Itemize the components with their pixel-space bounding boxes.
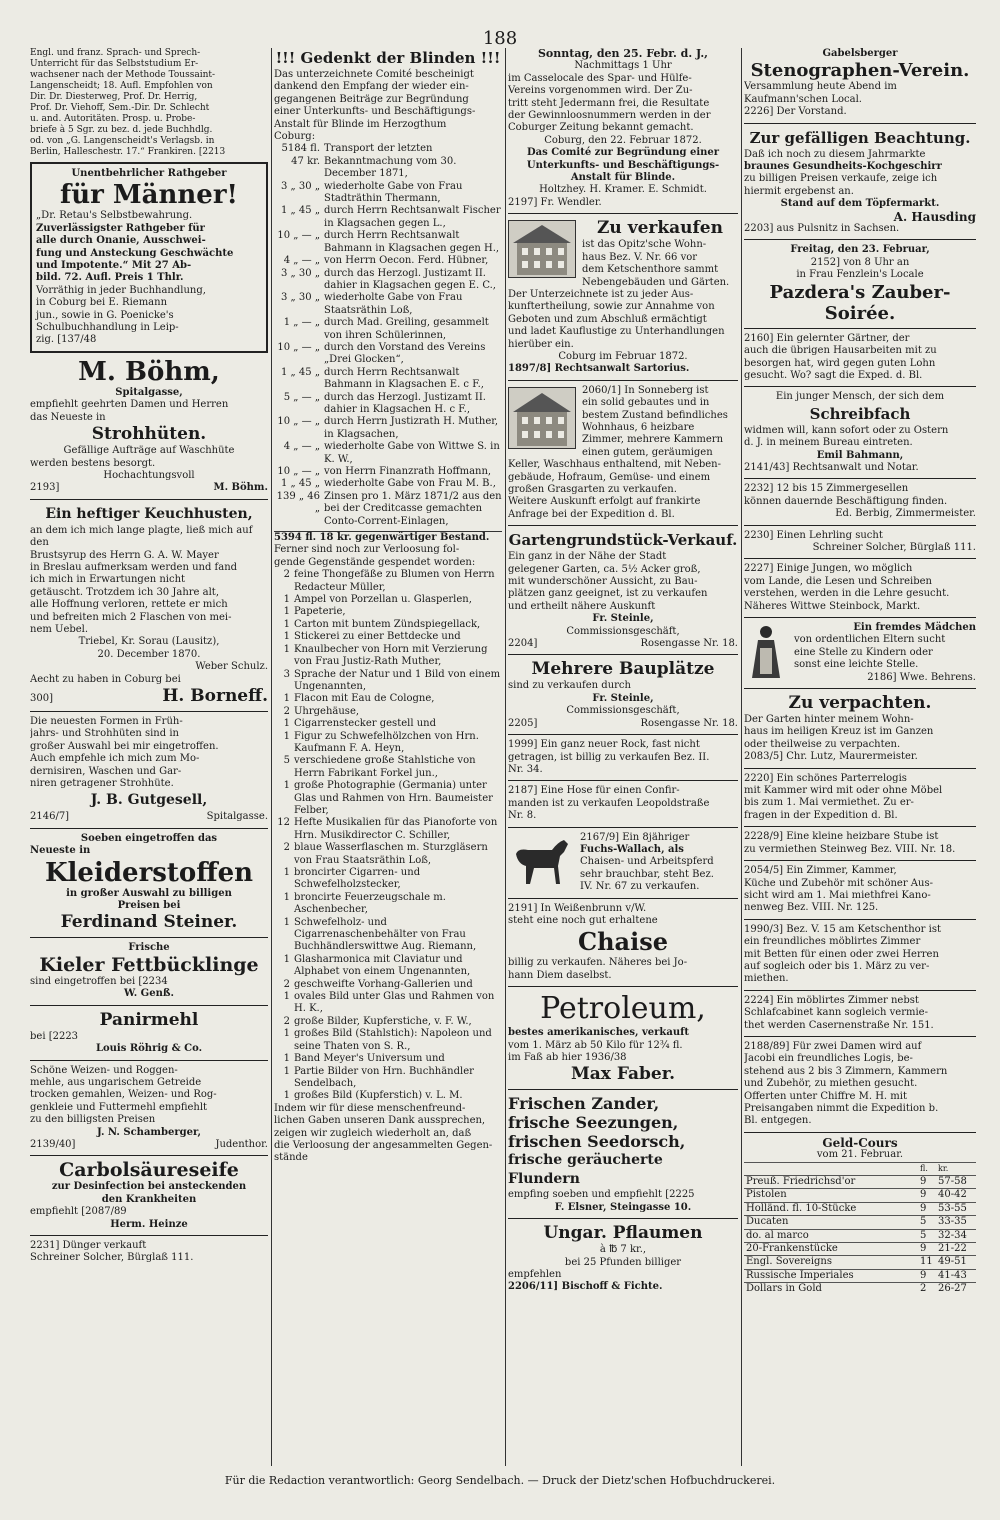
appeal-closing: Indem wir für diese menschenfreund- lichen Gaben unseren Dank aussprechen, zeigen wir zugleich wiederholt an, daß die Verloosung der angesammelten Gegen- stände	[274, 1102, 493, 1164]
gift-count: 1	[283, 1090, 290, 1102]
divider	[744, 525, 976, 526]
bedroom-ad: 2224] Ein möblirtes Zimmer nebst Schlafcabinet kann sogleich vermie- thet werden Casernenstraße Nr. 151.	[744, 994, 934, 1031]
gift-text: großes Bild (Stahlstich): Napoleon und seine Thaten von S. R.,	[294, 1028, 492, 1052]
donation-text: wiederholte Gabe von Frau Staatsräthin Loß,	[324, 292, 463, 316]
gift-text: Band Meyer's Universum und	[294, 1053, 445, 1065]
gift-count: 1	[283, 916, 290, 928]
gift-text: Figur zu Schwefelhölzchen von Hrn. Kaufmann F. A. Heyn,	[294, 730, 479, 754]
gift-entry	[274, 669, 502, 694]
currency-name: Dollars in Gold	[744, 1283, 918, 1296]
donation-text: Zinsen pro 1. März 1871/2 aus den bei der Creditcasse gemachten Conto-Corrent-Einlagen,	[324, 490, 502, 527]
exchange-rate-table: fl. kr. Preuß. Friedrichsd'or 9 57-58 Pistolen 9 40-42 Holländ. fl. 10-Stücke 9 53-55 Ducaten 5 33-35 do. al marco 5 32-34 20-Frankenstücke 9 21-22 Engl. Sovereigns 11 49-51 Russische Imperiales 9 41-43 Dollars in Gold 2 26-27	[744, 1162, 976, 1296]
divider	[508, 525, 738, 526]
donation-entry	[274, 292, 502, 317]
rate-kreuzer: 41-43	[936, 1269, 976, 1282]
donation-text: von Herrn Finanzrath Hoffmann,	[324, 466, 492, 477]
gift-entry	[274, 1090, 502, 1102]
gift-entry	[274, 606, 502, 618]
rate-kreuzer: 26-27	[936, 1283, 976, 1296]
gift-entry	[274, 619, 502, 631]
room-ad: 2228/9] Eine kleine heizbare Stube ist zu vermiethen Steinweg Bez. VIII. Nr. 18.	[744, 831, 956, 855]
gift-text: broncirter Cigarren- und Schwefelholzstecker,	[294, 867, 421, 891]
gift-text: Knaulbecher von Horn mit Verzierung von Frau Justiz-Rath Muther,	[294, 643, 488, 668]
donation-text: durch Herrn Rechtsanwalt Fischer in Klagsachen gegen L.,	[324, 205, 501, 229]
donation-amount: 10 „ — „	[277, 341, 320, 353]
rate-kreuzer: 40-42	[936, 1189, 976, 1202]
donation-amount: 4 „ — „	[283, 255, 320, 267]
boys-wanted-ad: 2227] Einige Jungen, wo möglich vom Lande, die Lesen und Schreiben verstehen, werden in die Lehre gesucht. Näheres Wittwe Steinbock, Markt.	[744, 563, 950, 612]
gift-count: 2	[283, 978, 290, 990]
donation-entry	[274, 317, 502, 342]
column-rule	[271, 48, 272, 1466]
genss-ad: Frische Kieler Fettbücklinge sind eingetroffen bei [2234 W. Genß.	[30, 942, 259, 1000]
footer-imprint: Für die Redaction verantwortlich: Georg Sendelbach. — Druck der Dietz'schen Hofbuchdruckerei.	[224, 1474, 776, 1487]
gift-text: geschweifte Vorhang-Gallerien und	[294, 978, 473, 990]
donation-amount: 1 „ 45 „	[281, 205, 320, 217]
donation-amount: 1 „ — „	[283, 317, 320, 329]
donation-sum: 5394 fl. 18 kr. gegenwärtiger Bestand.	[274, 531, 502, 544]
gift-text: große Bilder, Kupferstiche, v. F. W.,	[294, 1015, 472, 1027]
column-rule	[505, 48, 506, 1466]
donation-entry	[274, 416, 502, 441]
divider	[744, 617, 976, 618]
opitz-house-ad: Zu verkaufen ist das Opitz'sche Wohn- haus Bez. V. Nr. 66 vor dem Ketschenthore sammt Nebengebäuden und Gärten. Der Unterzeichnete ist zu jeder Aus- kunftertheilung, sowie zur Annahme von Geboten und zum Abschluß ermächtigt und ladet Kauflustige zu Unterhandlungen hierüber ein. Coburg im Februar 1872. 1897/8] Rechtsanwalt Sartorius.	[508, 218, 730, 375]
page-number: 188	[482, 28, 518, 49]
gift-text: Cigarrenstecker gestell und	[294, 718, 436, 730]
gift-entry	[274, 1016, 502, 1028]
gift-count: 1	[283, 594, 290, 606]
divider	[508, 654, 738, 655]
rate-kreuzer: 57-58	[936, 1176, 976, 1189]
divider	[508, 1089, 738, 1090]
gift-text: Partie Bilder von Hrn. Buchhändler Sendelbach,	[294, 1065, 474, 1089]
divider	[744, 386, 976, 387]
trousers-ad: 2187] Eine Hose für einen Confir- manden ist zu verkaufen Leopoldstraße Nr. 8.	[508, 785, 710, 822]
rate-florin: 9	[918, 1189, 936, 1202]
donation-text: wiederholte Gabe von Wittwe S. in K. W.,	[324, 441, 500, 465]
divider	[30, 499, 268, 500]
gift-text: broncirte Feuerzeugschale m. Aschenbecher,	[294, 891, 446, 916]
donation-entry	[274, 255, 502, 267]
gift-entry	[274, 867, 502, 892]
rate-florin: 5	[918, 1216, 936, 1229]
gift-entry	[274, 817, 502, 842]
gift-entry	[274, 731, 502, 756]
donation-entry	[274, 143, 502, 180]
gift-entry	[274, 718, 502, 730]
divider	[508, 1218, 738, 1219]
divider	[744, 239, 976, 240]
gift-entry	[274, 594, 502, 606]
rate-kreuzer: 32-34	[936, 1229, 976, 1242]
gift-count: 1	[283, 1028, 290, 1040]
gift-text: Flacon mit Eau de Cologne,	[294, 693, 435, 705]
divider	[744, 328, 976, 329]
lodging-wanted-ad: 2188/89] Für zwei Damen wird auf Jacobi ein freundliches Logis, be- stehend aus 2 bis 3 Zimmern, Kammern und Zubehör, zu miethen gesucht. Offerten unter Chiffre M. H. mit Preisangaben nimmt die Expedition b. Bl. entgegen.	[744, 1040, 948, 1127]
donation-text: wiederholte Gabe von Frau M. B.,	[324, 478, 496, 490]
gift-count: 1	[283, 1053, 290, 1065]
gift-text: Uhrgehäuse,	[294, 705, 360, 717]
divider	[744, 768, 976, 769]
maid-illustration	[744, 624, 788, 680]
clerk-wanted-ad: Ein junger Mensch, der sich dem Schreibfach widmen will, kann sofort oder zu Ostern d. J. in meinem Bureau eintreten. Emil Bahmann, 2141/43] Rechtsanwalt und Notar.	[744, 391, 949, 473]
rate-kreuzer: 33-35	[936, 1216, 976, 1229]
column-4	[744, 48, 976, 1466]
divider	[30, 711, 268, 712]
exchange-rate-row	[744, 1243, 976, 1256]
divider	[744, 688, 976, 689]
apartment-ad: 2054/5] Ein Zimmer, Kammer, Küche und Zubehör mit schöner Aus- sicht wird am 1. Mai miethfrei Kano- nenweg Bez. VIII. Nr. 125.	[744, 865, 933, 914]
cough-remedy-ad: Ein heftiger Keuchhusten, an dem ich mich lange plagte, ließ mich auf den Brustsyrup des Herrn G. A. W. Mayer in Breslau aufmerksam werden und fand ich mich in Erwartungen nicht getäuscht. Trotzdem ich 30 Jahre alt, alle Hoffnung verloren, rettete er mich und befreiten mich 2 Flaschen von mei- nem Uebel. Triebel, Kr. Sorau (Lausitz), 20. December 1870. Weber Schulz. Aecht zu haben in Coburg bei 300] H. Borneff.	[30, 505, 268, 706]
rate-florin: 9	[918, 1243, 936, 1256]
donation-amount: 3 „ 30 „	[281, 180, 320, 192]
coat-ad: 1999] Ein ganz neuer Rock, fast nicht getragen, ist billig zu verkaufen Bez. II. Nr. 34.	[508, 739, 710, 775]
donation-entry	[274, 367, 502, 392]
exchange-rate-row	[744, 1216, 976, 1229]
gift-text: blaue Wasserflaschen m. Sturzgläsern von Frau Staatsräthin Loß,	[294, 842, 488, 866]
donation-entry	[274, 466, 502, 478]
gift-count: 1	[283, 606, 290, 618]
gift-text: Ampel von Porzellan u. Glasperlen,	[294, 594, 472, 606]
donation-list	[274, 143, 502, 528]
garden-lease-ad: Zu verpachten. Der Garten hinter meinem Wohn- haus im heiligen Kreuz ist im Ganzen oder theilweise zu verpachten. 2083/5] Chr. Lutz, Maurermeister.	[744, 693, 934, 763]
donation-entry	[274, 478, 502, 490]
donation-text: durch Herrn Rechtsanwalt Bahmann in Klagsachen gegen H.,	[324, 230, 500, 254]
exchange-rate-row	[744, 1189, 976, 1202]
gift-entry	[274, 979, 502, 991]
gift-entry	[274, 706, 502, 718]
divider	[744, 990, 976, 991]
divider	[30, 1155, 268, 1156]
gift-count: 2	[283, 1015, 290, 1027]
donation-entry	[274, 491, 502, 528]
donation-text: durch Mad. Greiling, gesammelt von ihren Schülerinnen,	[324, 317, 489, 341]
gift-count: 2	[283, 705, 290, 717]
donation-amount: 139 „ 46 „	[276, 490, 320, 515]
divider	[30, 1235, 268, 1236]
divider	[744, 558, 976, 559]
donation-amount: 10 „ — „	[277, 230, 320, 242]
rate-kreuzer: 21-22	[936, 1243, 976, 1256]
donation-text: durch das Herzogl. Justizamt II. dahier in Klagsachen H. c F.,	[324, 391, 486, 415]
bohm-ad: M. Böhm, Spitalgasse, empfiehlt geehrten Damen und Herren das Neueste in Strohhüten. Gefällige Aufträge auf Waschhüte werden bestens besorgt. Hochachtungsvoll 2193] M. Böhm.	[30, 356, 268, 494]
gift-entry	[274, 755, 502, 780]
donation-entry	[274, 441, 502, 466]
gift-entry	[274, 892, 502, 917]
pottery-ad: Zur gefälligen Beachtung. Daß ich noch zu diesem Jahrmarkte braunes Gesundheits-Kochgeschirr zu billigen Preisen verkaufe, zeige ich hiermit ergebenst an. Stand auf dem Töpfermarkt. A. Hausding 2203] aus Pulsnitz in Sachsen.	[744, 128, 976, 235]
gift-count: 1	[283, 693, 290, 705]
schamberger-ad: Schöne Weizen- und Roggen- mehle, aus ungarischem Getreide trocken gemahlen, Weizen- und Rog- genkleie und Futtermehl empfiehlt zu den billigsten Preisen J. N. Schamberger, 2139/40] Judenthor.	[30, 1064, 268, 1150]
donation-amount: 5184 fl. 47 kr.	[281, 143, 320, 167]
ad-headline: für Männer!	[60, 180, 238, 211]
donation-amount: 10 „ — „	[277, 466, 320, 477]
divider	[744, 123, 976, 124]
exchange-rate-row	[744, 1256, 976, 1269]
divider	[30, 937, 268, 938]
gift-entry	[274, 991, 502, 1016]
gift-count: 1	[283, 991, 290, 1003]
donation-text: durch das Herzogl. Justizamt II. dahier in Klagsachen gegen E. C.,	[324, 267, 496, 291]
carpenters-wanted-ad: 2232] 12 bis 15 Zimmergesellen können dauernde Beschäftigung finden. Ed. Berbig, Zimmermeister.	[744, 483, 976, 520]
gift-text: feine Thongefäße zu Blumen von Herrn Redacteur Müller,	[294, 569, 495, 593]
donation-text: durch Herrn Rechtsanwalt Bahmann in Klagsachen E. c F.,	[324, 366, 484, 391]
divider	[30, 828, 268, 829]
gift-count: 1	[283, 1065, 290, 1077]
dunger-ad: 2231] Dünger verkauft Schreiner Solcher, Bürglaß 111.	[30, 1239, 194, 1264]
furnished-room-ad: 1990/3] Bez. V. 15 am Ketschenthor ist ein freundliches möblirtes Zimmer mit Betten für einen oder zwei Herren auf sogleich oder bis 1. März zu ver- miethen.	[744, 923, 941, 985]
currency-name: 20-Frankenstücke	[744, 1243, 918, 1256]
gift-entry	[274, 569, 502, 594]
gift-count: 1	[283, 718, 290, 730]
garden-plot-ad: Gartengrundstück-Verkauf. Ein ganz in der Nähe der Stadt gelegener Garten, ca. 5½ Acker groß, mit wunderschöner Aussicht, zu Bau- plätzen ganz geeignet, ist zu verkaufen und ertheilt nähere Auskunft Fr. Steinle, Commissionsgeschäft, 2204] Rosengasse Nr. 18.	[508, 531, 738, 650]
horse-illustration	[508, 834, 574, 888]
rate-florin: 5	[918, 1229, 936, 1242]
divider	[508, 898, 738, 899]
donation-entry	[274, 342, 502, 367]
rate-florin: 9	[918, 1269, 936, 1282]
panirmehl-ad: Panirmehl bei [2223 Louis Röhrig & Co.	[30, 1009, 203, 1055]
gift-count: 2	[283, 842, 290, 854]
gift-entry	[274, 693, 502, 705]
horse-ad: 2167/9] Ein 8jähriger Fuchs-Wallach, als Chaisen- und Arbeitspferd sehr brauchbar, steht Bez. IV. Nr. 67 zu verkaufen.	[508, 832, 738, 894]
carbol-soap-ad: Carbolsäureseife zur Desinfection bei ansteckenden den Krankheiten empfiehlt [2087/89 Herm. Heinze	[30, 1159, 247, 1230]
divider	[508, 780, 738, 781]
currency-name: do. al marco	[744, 1229, 918, 1242]
donation-amount: 1 „ 45 „	[281, 478, 320, 490]
blind-appeal-intro: Das unterzeichnete Comité bescheinigt dankend den Empfang der wieder ein- gegangenen Beiträge zur Begründung einer Unterkunfts- und Beschäftigungs- Anstalt für Blinde im Herzogthum Coburg:	[274, 69, 476, 143]
gift-count: 1	[283, 867, 290, 878]
plums-ad: Ungar. Pflaumen à ℔ 7 kr., bei 25 Pfunden billiger empfehlen 2206/11] Bischoff & Fichte.	[508, 1223, 703, 1293]
column-rule	[741, 48, 742, 1466]
gift-count: 1	[283, 953, 290, 965]
currency-name: Preuß. Friedrichsd'or	[744, 1176, 918, 1189]
divider	[508, 380, 738, 381]
exchange-rate-row	[744, 1269, 976, 1282]
column-2: !!! Gedenkt der Blinden !!! Das unterzeichnete Comité bescheinigt dankend den Empfang der wieder ein- gegangenen Beiträge zur Begründung einer Unterkunfts- und Beschäftigungs- Anstalt für Blinde im Herzogthum Coburg: 5184 fl. 47 kr. Transport der letzten Bekanntmachung vom 30. December 1871, 3 „ 30 „ wiederholte Gabe von Frau Stadträthin Thermann, 1 „ 45 „ durch Herrn Rechtsanwalt Fischer in Klagsachen gegen L., 10 „ — „ durch Herrn Rechtsanwalt Bahmann in Klagsachen gegen H., 4 „ — „ von Herrn Oecon. Ferd. Hübner, 3 „ 30 „ durch das Herzogl. Justizamt II. dahier in Klagsachen gegen E. C., 3 „ 30 „ wiederholte Gabe von Frau Staatsräthin Loß, 1 „ — „ durch Mad. Greiling, gesammelt von ihren Schülerinnen, 10 „ — „ durch den Vorstand des Vereins „Drei Glocken“, 1 „ 45 „ durch Herrn Rechtsanwalt Bahmann in Klagsachen E. c F., 5 „ — „ durch das Herzogl. Justizamt II. dahier in Klagsachen H. c F., 10 „ — „ durch Herrn Justizrath H. Muther, in Klagsachen, 4 „ — „ wiederholte Gabe von Wittwe S. in K. W., 10 „ — „ von Herrn Finanzrath Hoffmann, 1 „ 45 „ wiederholte Gabe von Frau M. B., 139 „ 46 „ Zinsen pro 1. März 1871/2 aus den bei der Creditcasse gemachten Conto-Corrent-Einlagen, 5394 fl. 18 kr. gegenwärtiger Bestand. Ferner sind noch zur Verloosung fol- gende Gegenstände gespendet worden: 2 feine Thongefäße zu Blumen von Herrn Redacteur Müller, 1 Ampel von Porzellan u. Glasperlen, 1 Papeterie, 1 Carton mit buntem Zündspiegellack, 1 Stickerei zu einer Bettdecke und 1 Knaulbecher von Horn mit Verzierung von Frau Justiz-Rath Muther, 3 Sprache der Natur und 1 Bild von einem Ungenannten, 1 Flacon mit Eau de Cologne, 2 Uhrgehäuse, 1 Cigarrenstecker gestell und 1 Figur zu Schwefelhölzchen von Hrn. Kaufmann F. A. Heyn, 5 verschiedene große Stahlstiche von Herrn Fabrikant Forkel jun., 1 große Photographie (Germania) unter Glas und Rahmen von Hrn. Baumeister Felber, 12 Hefte Musikalien für das Pianoforte von Hrn. Musikdirector C. Schiller, 2 blaue Wasserflaschen m. Sturzgläsern von Frau Staatsräthin Loß, 1 broncirter Cigarren- und Schwefelholzstecker, 1 broncirte Feuerzeugschale m. Aschenbecher, 1 Schwefelholz- und Cigarrenaschenbehälter von Frau Buchhändlerswittwe Aug. Riemann, 1 Glasharmonica mit Claviatur und Alphabet von einem Ungenannten, 2 geschweifte Vorhang-Gallerien und 1 ovales Bild unter Glas und Rahmen von H. K., 2 große Bilder, Kupferstiche, v. F. W., 1 großes Bild (Stahlstich): Napoleon und seine Thaten von S. R., 1 Band Meyer's Universum und 1 Partie Bilder von Hrn. Buchhändler Sendelbach, 1 großes Bild (Kupferstich) v. L. M. Indem wir für diese menschenfreund- lichen Gaben unseren Dank aussprechen, zeigen wir zugleich wiederholt an, daß die Verloosung der angesammelten Gegen- stände	[274, 49, 502, 1164]
divider	[508, 213, 738, 214]
donation-text: durch den Vorstand des Vereins „Drei Glocken“,	[324, 341, 486, 366]
gift-entry	[274, 917, 502, 954]
exchange-rate-row	[744, 1283, 976, 1296]
maid-seeking-ad: Ein fremdes Mädchen von ordentlichen Eltern sucht eine Stelle zu Kindern oder sonst eine leichte Stelle. 2186] Wwe. Behrens.	[744, 622, 976, 684]
gift-entry	[274, 1066, 502, 1091]
chaise-ad: 2191] In Weißenbrunn v/W. steht eine noch gut erhaltene Chaise billig zu verkaufen. Näheres bei Jo- hann Diem daselbst.	[508, 902, 688, 981]
donation-text: durch Herrn Justizrath H. Muther, in Klagsachen,	[324, 416, 499, 440]
donation-entry	[274, 181, 502, 206]
rate-florin: 9	[918, 1202, 936, 1215]
donation-text: Transport der letzten Bekanntmachung vom 30. December 1871,	[324, 143, 457, 180]
donation-entry	[274, 268, 502, 293]
divider	[30, 1060, 268, 1061]
divider	[744, 1036, 976, 1037]
gift-entry	[274, 1053, 502, 1065]
building-plots-ad: Mehrere Bauplätze sind zu verkaufen durch Fr. Steinle, Commissionsgeschäft, 2205] Rosengasse Nr. 18.	[508, 659, 738, 729]
advisor-for-men-ad: Unentbehrlicher Rathgeber für Männer! „Dr. Retau's Selbstbewahrung. Zuverlässigster Rathgeber für alle durch Onanie, Ausschwei- fung und Ansteckung Geschwächte und Impotente.“ Mit 27 Ab- bild. 72. Aufl. Preis 1 Thlr. Vorräthig in jeder Buchhandlung, in Coburg bei E. Riemann jun., sowie in G. Poenicke's Schulbuchhandlung in Leip- zig. [137/48	[30, 162, 268, 353]
blind-appeal-title: !!! Gedenkt der Blinden !!!	[275, 49, 501, 67]
currency-name: Holländ. fl. 10-Stücke	[744, 1202, 918, 1215]
divider	[508, 986, 738, 987]
exchange-rate-row	[744, 1176, 976, 1189]
house-illustration	[508, 387, 576, 449]
gift-count: 2	[283, 569, 290, 581]
gift-text: Schwefelholz- und Cigarrenaschenbehälter von Frau Buchhändlerswittwe Aug. Riemann,	[294, 916, 477, 953]
divider	[744, 478, 976, 479]
gift-count: 1	[283, 643, 290, 655]
gift-text: großes Bild (Kupferstich) v. L. M.	[294, 1090, 463, 1102]
gift-text: große Photographie (Germania) unter Glas und Rahmen von Hrn. Baumeister Felber,	[294, 780, 493, 816]
lottery-notice: Sonntag, den 25. Febr. d. J., Nachmittags 1 Uhr im Casselocale des Spar- und Hülfe- Vereins vorgenommen wird. Der Zu- tritt steht Jedermann frei, die Resultate der Gewinnloosnummern werden in der Coburger Zeitung bekannt gemacht. Coburg, den 22. Februar 1872. Das Comité zur Begründung einer Unterkunfts- und Beschäftigungs- Anstalt für Blinde. Holtzhey. H. Kramer. E. Schmidt. 2197] Fr. Wendler.	[508, 48, 720, 208]
gift-text: Glasharmonica mit Claviatur und Alphabet von einem Ungenannten,	[294, 953, 471, 978]
gift-count: 3	[283, 668, 290, 680]
divider	[508, 827, 738, 828]
petroleum-ad: Petroleum, bestes amerikanisches, verkauft vom 1. März ab 50 Kilo für 12¾ fl. im Faß ab hier 1936/38 Max Faber.	[508, 991, 706, 1085]
rate-florin: 9	[918, 1176, 936, 1189]
gardener-wanted-ad: 2160] Ein gelernter Gärtner, der auch die übrigen Hausarbeiten mit zu besorgen hat, wird gegen guten Lohn gesucht. Wo? sagt die Exped. d. Bl.	[744, 332, 937, 381]
donation-amount: 5 „ — „	[283, 391, 320, 403]
exchange-rate-row	[744, 1229, 976, 1242]
gift-count: 1	[283, 618, 290, 630]
gift-count: 1	[283, 631, 290, 643]
rate-florin: 2	[918, 1283, 936, 1296]
exchange-rates: Geld-Cours vom 21. Februar. fl. kr. Preuß. Friedrichsd'or 9 57-58 Pistolen 9 40-42 Holländ. fl. 10-Stücke 9 53-55 Ducaten 5 33-35 do. al marco 5 32-34 20-Frankenstücke 9 21-22 Engl. Sovereigns 11 49-51 Russische Imperiales 9 41-43 Dollars in Gold 2 26-27	[744, 1137, 976, 1296]
gift-text: Hefte Musikalien für das Pianoforte von Hrn. Musikdirector C. Schiller,	[294, 817, 498, 841]
donation-entry	[274, 205, 502, 230]
gift-text: verschiedene große Stahlstiche von Herrn Fabrikant Forkel jun.,	[294, 755, 476, 779]
rate-florin: 11	[918, 1256, 936, 1269]
gift-text: Stickerei zu einer Bettdecke und	[294, 631, 461, 643]
gift-count: 1	[283, 780, 290, 792]
donation-amount: 10 „ — „	[277, 416, 320, 428]
divider	[744, 1132, 976, 1133]
gift-entry	[274, 954, 502, 979]
gift-count: 5	[283, 755, 290, 767]
gift-count: 12	[277, 817, 290, 829]
currency-name: Russische Imperiales	[744, 1269, 918, 1282]
rate-kreuzer: 49-51	[936, 1256, 976, 1269]
rate-kreuzer: 53-55	[936, 1202, 976, 1215]
sonneberg-house-ad: 2060/1] In Sonneberg ist ein solid gebautes und in bestem Zustand befindliches Wohnhaus, 6 heizbare Zimmer, mehrere Kammern einen gutem, geräumigen Keller, Waschhaus enthaltend, mit Neben- gebäude, Hofraum, Gemüse- und einem großen Grasgarten zu verkaufen. Weitere Auskunft erfolgt auf frankirte Anfrage bei der Expedition d. Bl.	[508, 384, 728, 520]
column-1	[30, 48, 268, 1466]
donation-text: wiederholte Gabe von Frau Stadträthin Thermann,	[324, 180, 463, 205]
donation-amount: 1 „ 45 „	[281, 366, 320, 378]
column-3	[508, 48, 738, 1466]
apprentice-wanted-ad: 2230] Einen Lehrling sucht Schreiner Solcher, Bürglaß 111.	[744, 529, 976, 553]
gift-text: Sprache der Natur und 1 Bild von einem Ungenannten,	[294, 668, 501, 692]
donation-amount: 4 „ — „	[283, 441, 320, 453]
gift-text: Papeterie,	[294, 606, 346, 618]
parterre-logis-ad: 2220] Ein schönes Parterrelogis mit Kammer wird mit oder ohne Möbel bis zum 1. Mai vermiethet. Zu er- fragen in der Expedition d. Bl.	[744, 772, 943, 821]
exchange-rate-row	[744, 1202, 976, 1215]
currency-name: Ducaten	[744, 1216, 918, 1229]
divider	[508, 734, 738, 735]
gift-entry	[274, 644, 502, 669]
gift-entry	[274, 842, 502, 867]
currency-name: Pistolen	[744, 1189, 918, 1202]
steiner-ad: Soeben eingetroffen das Neueste in Kleiderstoffen in großer Auswahl zu billigen Preisen bei Ferdinand Steiner.	[30, 832, 254, 933]
donation-entry	[274, 230, 502, 255]
stenographers-ad: Gabelsberger Stenographen-Verein. Versammlung heute Abend im Kaufmann'schen Local. 2226] Der Vorstand.	[744, 48, 970, 118]
gift-list	[274, 569, 502, 1102]
gift-entry	[274, 780, 502, 817]
gift-count: 1	[283, 730, 290, 742]
language-course-ad: Engl. und franz. Sprach- und Sprech- Unterricht für das Selbststudium Er- wachsener nach der Methode Toussaint- Langenscheidt; 18. Aufl. Empfohlen von Dir. Dr. Diesterweg, Prof. Dr. Herrig, Prof. Dr. Viehoff, Sem.-Dir. Dr. Schlecht u. and. Autoritäten. Prosp. u. Probe- briefe à 5 Sgr. zu bez. d. jede Buchhdlg. od. von „G. Langenscheidt's Verlagsb. in Berlin, Halleschestr. 17.“ Frankiren. [2213	[30, 48, 226, 157]
donation-text: von Herrn Oecon. Ferd. Hübner,	[324, 255, 489, 267]
donation-amount: 3 „ 30 „	[281, 267, 320, 279]
fish-ad: Frischen Zander, frische Seezungen, frischen Seedorsch, frische geräucherte Flundern empfing soeben und empfiehlt [2225 F. Elsner, Steingasse 10.	[508, 1094, 695, 1213]
divider	[744, 826, 976, 827]
divider	[30, 1005, 268, 1006]
magic-show-ad: Freitag, den 23. Februar, 2152] von 8 Uhr an in Frau Fenzlein's Locale Pazdera's Zauber-Soirée.	[769, 244, 951, 324]
divider	[744, 919, 976, 920]
gift-text: Carton mit buntem Zündspiegellack,	[294, 618, 481, 630]
gift-text: ovales Bild unter Glas und Rahmen von H. K.,	[294, 991, 495, 1015]
currency-name: Engl. Sovereigns	[744, 1256, 918, 1269]
gutgesell-ad: Die neuesten Formen in Früh- jahrs- und Strohhüten sind in großer Auswahl bei mir eingetroffen. Auch empfehle ich mich zum Mo- dernisiren, Waschen und Gar- niren getragener Strohhüte. J. B. Gutgesell, 2146/7] Spitalgasse.	[30, 716, 268, 823]
gift-entry	[274, 1028, 502, 1053]
donation-amount: 3 „ 30 „	[281, 292, 320, 304]
house-illustration	[508, 220, 576, 278]
gift-count: 1	[283, 891, 290, 903]
divider	[744, 860, 976, 861]
donation-entry	[274, 392, 502, 417]
gift-entry	[274, 631, 502, 643]
